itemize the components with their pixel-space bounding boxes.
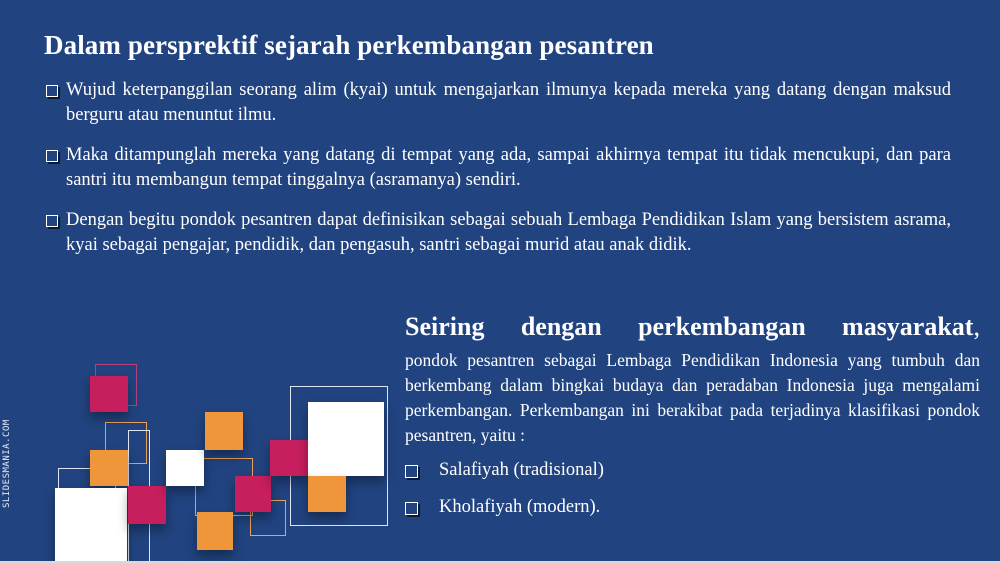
classification-list bbox=[405, 458, 980, 520]
magenta-square-icon bbox=[90, 376, 128, 412]
orange-square-icon bbox=[197, 512, 233, 550]
bullet-text: Wujud keterpanggilan seorang alim (kyai) untuk mengajarkan ilmunya kepada mereka yang datang dengan maksud berguru atau menuntut ilmu. bbox=[66, 80, 951, 125]
section-heading bbox=[405, 310, 980, 344]
bullet-list bbox=[46, 78, 951, 273]
white-square-icon bbox=[166, 450, 204, 486]
white-square-icon bbox=[308, 402, 384, 476]
orange-square-icon bbox=[308, 476, 346, 512]
heading-word: masyarakat bbox=[842, 312, 974, 341]
checkbox-bullet-icon bbox=[46, 215, 58, 227]
brand-watermark: SLIDESMANIA.COM bbox=[2, 419, 12, 508]
slide-title: Dalam persprektif sejarah perkembangan pesantren bbox=[44, 30, 654, 60]
magenta-square-icon bbox=[128, 486, 166, 524]
classification-section bbox=[405, 310, 980, 532]
bullet-item bbox=[46, 78, 951, 128]
magenta-square-icon bbox=[270, 440, 308, 476]
bullet-text: Maka ditampunglah mereka yang datang di tempat yang ada, sampai akhirnya tempat itu tidak mencukupi, dan para santri itu membangun tempat tinggalnya (asramanya) sendiri. bbox=[66, 145, 951, 190]
bullet-item bbox=[46, 208, 951, 258]
classification-item bbox=[405, 458, 980, 483]
heading-word: Seiring bbox=[405, 312, 485, 341]
orange-square-icon bbox=[90, 450, 128, 486]
checkbox-bullet-icon bbox=[46, 85, 58, 97]
checkbox-bullet-icon bbox=[405, 502, 418, 515]
classification-text: Salafiyah (tradisional) bbox=[439, 460, 604, 480]
bullet-item bbox=[46, 143, 951, 193]
decorative-squares bbox=[0, 350, 400, 563]
magenta-square-icon bbox=[235, 476, 271, 512]
orange-square-icon bbox=[205, 412, 243, 450]
heading-word: perkembangan bbox=[638, 312, 806, 341]
classification-item bbox=[405, 495, 980, 520]
white-square-icon bbox=[55, 488, 127, 563]
checkbox-bullet-icon bbox=[405, 465, 418, 478]
classification-text: Kholafiyah (modern). bbox=[439, 497, 601, 517]
bullet-text: Dengan begitu pondok pesantren dapat definisikan sebagai sebuah Lembaga Pendidikan Islam yang bersistem asrama, kyai sebagai pengajar, pendidik, dan pengasuh, santri sebagai murid atau anak didik. bbox=[66, 210, 951, 255]
checkbox-bullet-icon bbox=[46, 150, 58, 162]
heading-word: dengan bbox=[520, 312, 602, 341]
heading-comma: , bbox=[973, 312, 980, 341]
section-body: pondok pesantren sebagai Lembaga Pendidikan Indonesia yang tumbuh dan berkembang dalam bingkai budaya dan peradaban Indonesia juga mengalami perkembangan. Perkembangan ini berakibat pada terjadinya klasifikasi pondok pesantren, yaitu : bbox=[405, 350, 980, 445]
heading-word-last bbox=[842, 310, 980, 344]
